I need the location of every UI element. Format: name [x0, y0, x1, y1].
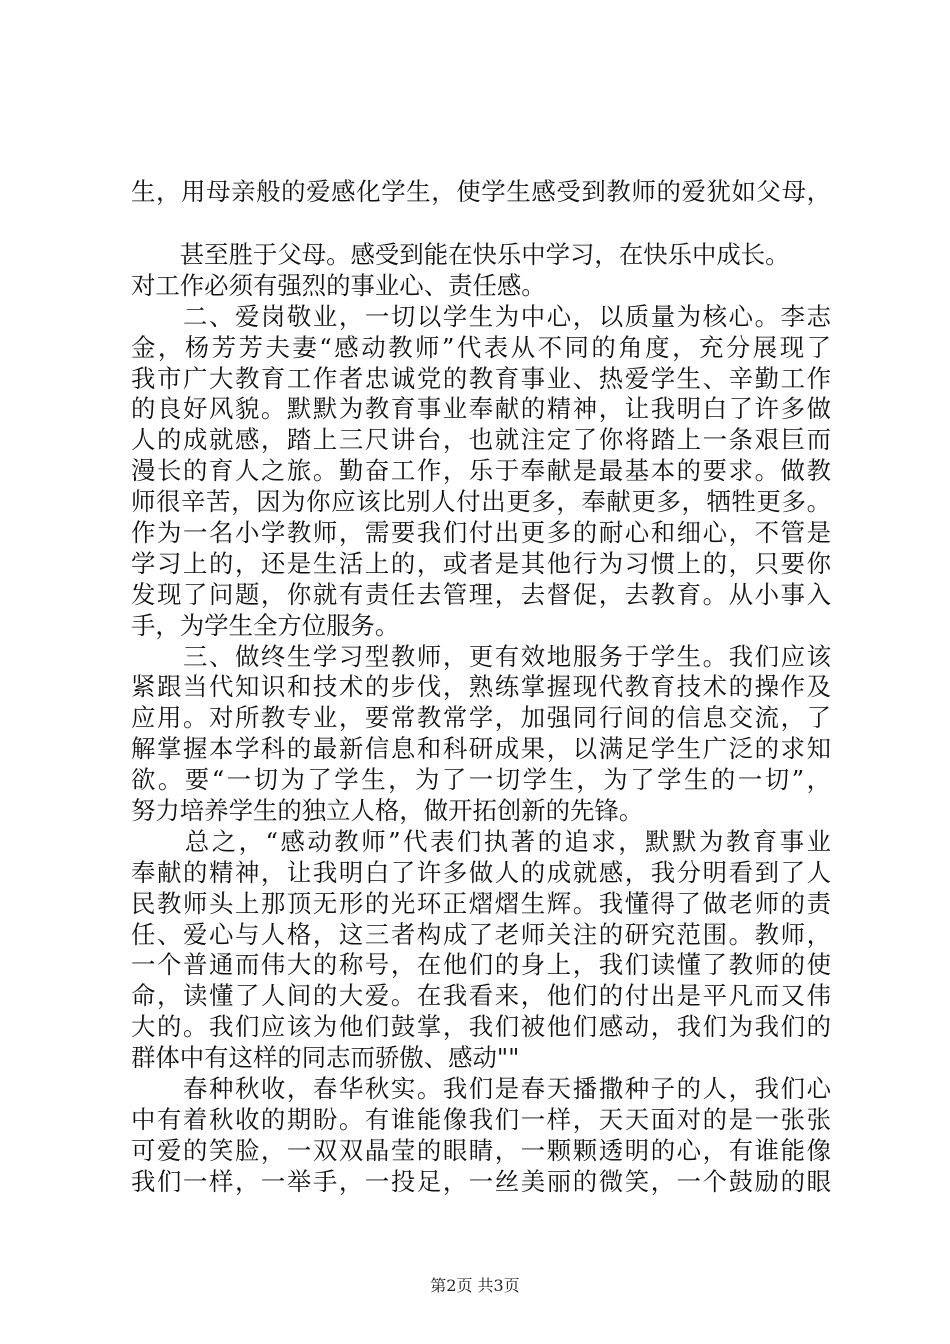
paragraph-line: 对工作必须有强烈的事业心、责任感。	[131, 270, 546, 300]
paragraph-line: 学习上的，还是生活上的，或者是其他行为习惯上的，只要你	[131, 548, 831, 578]
paragraph-line: 应用。对所教专业，要常教常学，加强同行间的信息交流，了	[131, 703, 831, 733]
paragraph-line: 紧跟当代知识和技术的步伐，熟练掌握现代教育技术的操作及	[131, 672, 831, 702]
paragraph-line: 我市广大教育工作者忠诚党的教育事业、热爱学生、辛勤工作	[131, 363, 831, 393]
paragraph-line: 任、爱心与人格，这三者构成了老师关注的研究范围。教师，	[131, 919, 831, 949]
paragraph-line: 作为一名小学教师，需要我们付出更多的耐心和细心，不管是	[131, 518, 831, 548]
paragraph-line: 发现了问题，你就有责任去管理，去督促，去教育。从小事入	[131, 579, 831, 609]
paragraph-line: 我们一样，一举手，一投足，一丝美丽的微笑，一个鼓励的眼	[131, 1166, 831, 1196]
paragraph-line: 手，为学生全方位服务。	[131, 610, 400, 640]
paragraph-line: 漫长的育人之旅。勤奋工作，乐于奉献是最基本的要求。做教	[131, 456, 831, 486]
paragraph-line: 一个普通而伟大的称号，在他们的身上，我们读懂了教师的使	[131, 950, 831, 980]
paragraph-line: 中有着秋收的期盼。有谁能像我们一样，天天面对的是一张张	[131, 1104, 831, 1134]
paragraph-line: 春种秋收，春华秋实。我们是春天播撒种子的人，我们心	[131, 1074, 831, 1104]
paragraph-line: 人的成就感，踏上三尺讲台，也就注定了你将踏上一条艰巨而	[131, 425, 831, 455]
paragraph-line: 努力培养学生的独立人格，做开拓创新的先锋。	[131, 796, 644, 826]
paragraph-line: 二、爱岗敬业，一切以学生为中心，以质量为核心。李志	[131, 301, 831, 331]
paragraph-line: 民教师头上那顶无形的光环正熠熠生辉。我懂得了做老师的责	[131, 888, 831, 918]
paragraph-line: 师很辛苦，因为你应该比别人付出更多，奉献更多，牺牲更多。	[131, 487, 831, 517]
paragraph-line: 三、做终生学习型教师，更有效地服务于学生。我们应该	[131, 641, 831, 671]
paragraph-line-first: 生，用母亲般的爱感化学生，使学生感受到教师的爱犹如父母，	[131, 177, 831, 206]
paragraph-line: 命，读懂了人间的大爱。在我看来，他们的付出是平凡而又伟	[131, 981, 831, 1011]
paragraph-line: 大的。我们应该为他们鼓掌，我们被他们感动，我们为我们的	[131, 1012, 831, 1042]
paragraph-line: 总之，“感动教师”代表们执著的追求，默默为教育事业	[131, 826, 831, 856]
page-footer: 第2页 共3页	[430, 1276, 520, 1295]
paragraph-line: 解掌握本学科的最新信息和科研成果，以满足学生广泛的求知	[131, 734, 831, 764]
paragraph-line: 奉献的精神，让我明白了许多做人的成就感，我分明看到了人	[131, 857, 831, 887]
paragraph-line: 的良好风貌。默默为教育事业奉献的精神，让我明白了许多做	[131, 394, 831, 424]
paragraph-line: 可爱的笑脸，一双双晶莹的眼睛，一颗颗透明的心，有谁能像	[131, 1135, 831, 1165]
paragraph-line: 群体中有这样的同志而骄傲、感动""	[131, 1043, 520, 1073]
paragraph-line: 金，杨芳芳夫妻“感动教师”代表从不同的角度，充分展现了	[131, 332, 831, 362]
paragraph-line: 欲。要“一切为了学生，为了一切学生，为了学生的一切”，	[131, 765, 831, 795]
paragraph-line: 甚至胜于父母。感受到能在快乐中学习，在快乐中成长。	[131, 240, 790, 269]
body-text	[131, 240, 831, 1198]
